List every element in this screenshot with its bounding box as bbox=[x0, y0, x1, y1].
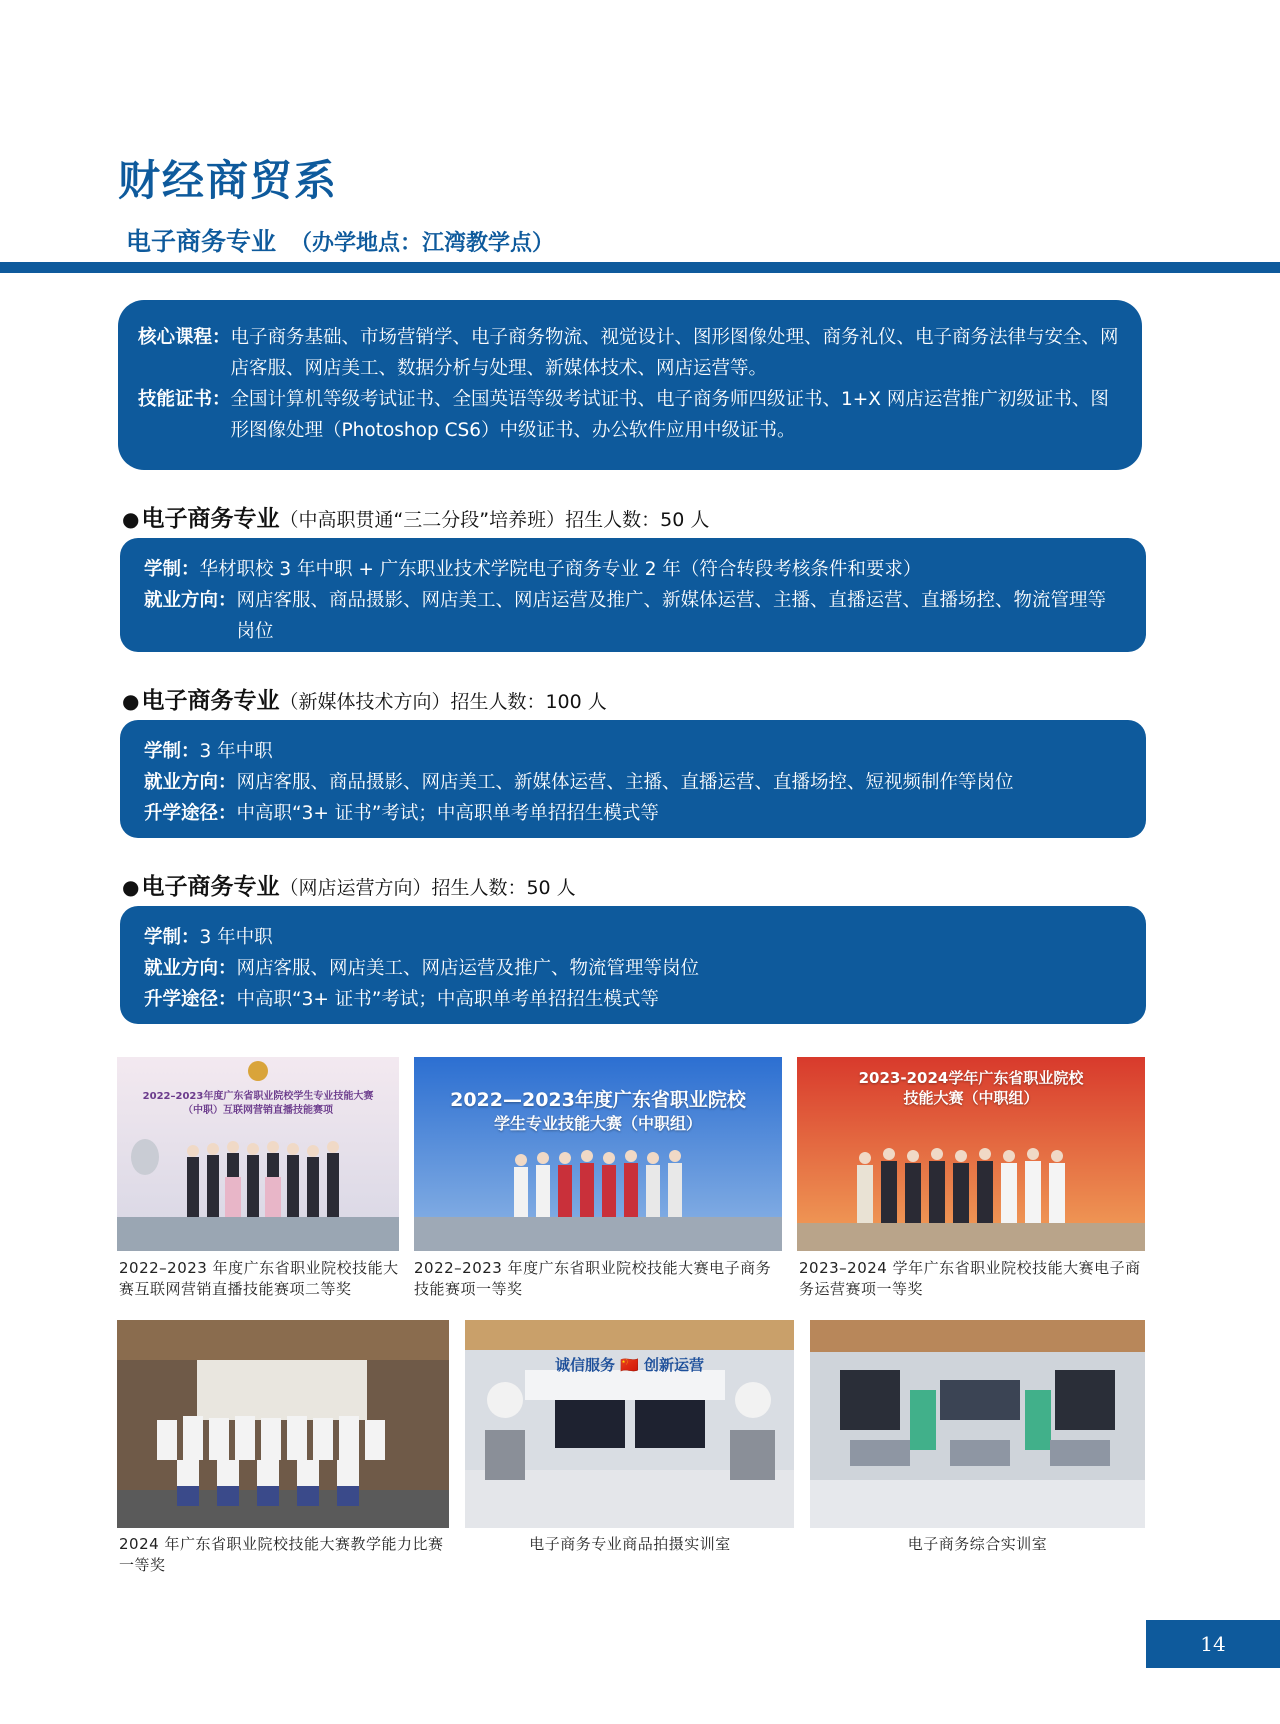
core-courses-value: 电子商务基础、市场营销学、电子商务物流、视觉设计、图形图像处理、商务礼仪、电子商务法律与安全、网店客服、网店美工、数据分析与处理、新媒体技术、网店运营等。 bbox=[230, 327, 1119, 379]
bullet-icon: ● bbox=[122, 875, 140, 899]
skill-certs-label: 技能证书： bbox=[138, 389, 231, 410]
photo-caption-6: 电子商务综合实训室 bbox=[907, 1535, 1048, 1553]
bullet-icon: ● bbox=[122, 507, 140, 531]
header-divider bbox=[0, 262, 1280, 273]
line-value: 华材职校 3 年中职 + 广东职业技术学院电子商务专业 2 年（符合转段考核条件和要求） bbox=[199, 559, 922, 580]
line-label: 学制： bbox=[144, 927, 200, 948]
program-heading-3 bbox=[122, 868, 576, 901]
photo-banner-2: （中职）互联网营销直播技能赛项 bbox=[183, 1105, 333, 1116]
photo-banner: 2022–2023年度广东省职业院校学生专业技能大赛 bbox=[142, 1091, 374, 1102]
photo-caption-2: 2022–2023 年度广东省职业院校技能大赛电子商务技能赛项一等奖 bbox=[414, 1259, 772, 1298]
line-label: 升学途径： bbox=[144, 989, 237, 1010]
program-line bbox=[144, 554, 1122, 585]
photo-caption-5: 电子商务专业商品拍摄实训室 bbox=[529, 1535, 731, 1553]
award-photo-1 bbox=[117, 1057, 399, 1251]
photo-banner-2: 学生专业技能大赛（中职组） bbox=[493, 1114, 702, 1133]
studio-photo-1 bbox=[465, 1320, 794, 1528]
program-line bbox=[144, 984, 1122, 1015]
major-name: 电子商务专业 bbox=[126, 227, 277, 256]
award-photo-2 bbox=[414, 1057, 782, 1251]
bullet-icon: ● bbox=[122, 689, 140, 713]
line-value: 网店客服、商品摄影、网店美工、网店运营及推广、新媒体运营、主播、直播运营、直播场控、物流管理等岗位 bbox=[236, 590, 1107, 642]
program-major: 电子商务专业 bbox=[141, 688, 280, 714]
studio-sign: 诚信服务 🇨🇳 创新运营 bbox=[554, 1356, 705, 1374]
skill-certs-line bbox=[138, 384, 1122, 446]
major-subtitle bbox=[126, 222, 554, 258]
program-detail: （新媒体技术方向）招生人数：100 人 bbox=[279, 691, 607, 713]
line-label: 就业方向： bbox=[144, 958, 237, 979]
line-value: 中高职“3+ 证书”考试；中高职单考单招招生模式等 bbox=[236, 803, 659, 824]
program-card-1 bbox=[120, 538, 1146, 652]
program-heading-2 bbox=[122, 682, 607, 715]
core-courses-line bbox=[138, 322, 1122, 384]
page-number: 14 bbox=[1146, 1620, 1280, 1668]
line-value: 网店客服、网店美工、网店运营及推广、物流管理等岗位 bbox=[236, 958, 700, 979]
program-card-3 bbox=[120, 906, 1146, 1024]
program-card-2 bbox=[120, 720, 1146, 838]
program-major: 电子商务专业 bbox=[141, 506, 280, 532]
program-detail: （中高职贯通“三二分段”培养班）招生人数：50 人 bbox=[279, 509, 710, 531]
photo-banner: 2022—2023年度广东省职业院校 bbox=[450, 1089, 746, 1111]
campus-location: （办学地点：江湾教学点） bbox=[290, 231, 555, 256]
photo-banner-2: 技能大赛（中职组） bbox=[903, 1089, 1039, 1107]
core-courses-label: 核心课程： bbox=[138, 327, 231, 348]
page-title: 财经商贸系 bbox=[118, 156, 339, 205]
program-line bbox=[144, 953, 1122, 984]
line-label: 学制： bbox=[144, 741, 200, 762]
line-label: 升学途径： bbox=[144, 803, 237, 824]
award-photo-4 bbox=[117, 1320, 449, 1528]
skill-certs-value: 全国计算机等级考试证书、全国英语等级考试证书、电子商务师四级证书、1+X 网店运营推广初级证书、图形图像处理（Photoshop CS6）中级证书、办公软件应用中级证书。 bbox=[230, 389, 1109, 441]
program-line bbox=[144, 798, 1122, 829]
award-photo-3 bbox=[797, 1057, 1145, 1251]
photo-caption-4: 2024 年广东省职业院校技能大赛教学能力比赛一等奖 bbox=[119, 1535, 444, 1574]
photo-caption-3: 2023–2024 学年广东省职业院校技能大赛电子商务运营赛项一等奖 bbox=[799, 1259, 1141, 1298]
program-line bbox=[144, 922, 1122, 953]
program-line bbox=[144, 585, 1122, 647]
line-value: 3 年中职 bbox=[199, 741, 273, 762]
program-heading-1 bbox=[122, 500, 709, 533]
photo-caption-1: 2022–2023 年度广东省职业院校技能大赛互联网营销直播技能赛项二等奖 bbox=[119, 1259, 399, 1298]
core-info-card bbox=[118, 300, 1142, 470]
line-value: 中高职“3+ 证书”考试；中高职单考单招招生模式等 bbox=[236, 989, 659, 1010]
program-major: 电子商务专业 bbox=[141, 874, 280, 900]
program-line bbox=[144, 767, 1122, 798]
program-line bbox=[144, 736, 1122, 767]
photo-banner: 2023-2024学年广东省职业院校 bbox=[858, 1069, 1084, 1087]
line-label: 就业方向： bbox=[144, 772, 237, 793]
studio-photo-2 bbox=[810, 1320, 1145, 1528]
line-value: 网店客服、商品摄影、网店美工、新媒体运营、主播、直播运营、直播场控、短视频制作等岗位 bbox=[236, 772, 1014, 793]
program-detail: （网店运营方向）招生人数：50 人 bbox=[279, 877, 576, 899]
line-label: 就业方向： bbox=[144, 590, 237, 611]
line-label: 学制： bbox=[144, 559, 200, 580]
line-value: 3 年中职 bbox=[199, 927, 273, 948]
